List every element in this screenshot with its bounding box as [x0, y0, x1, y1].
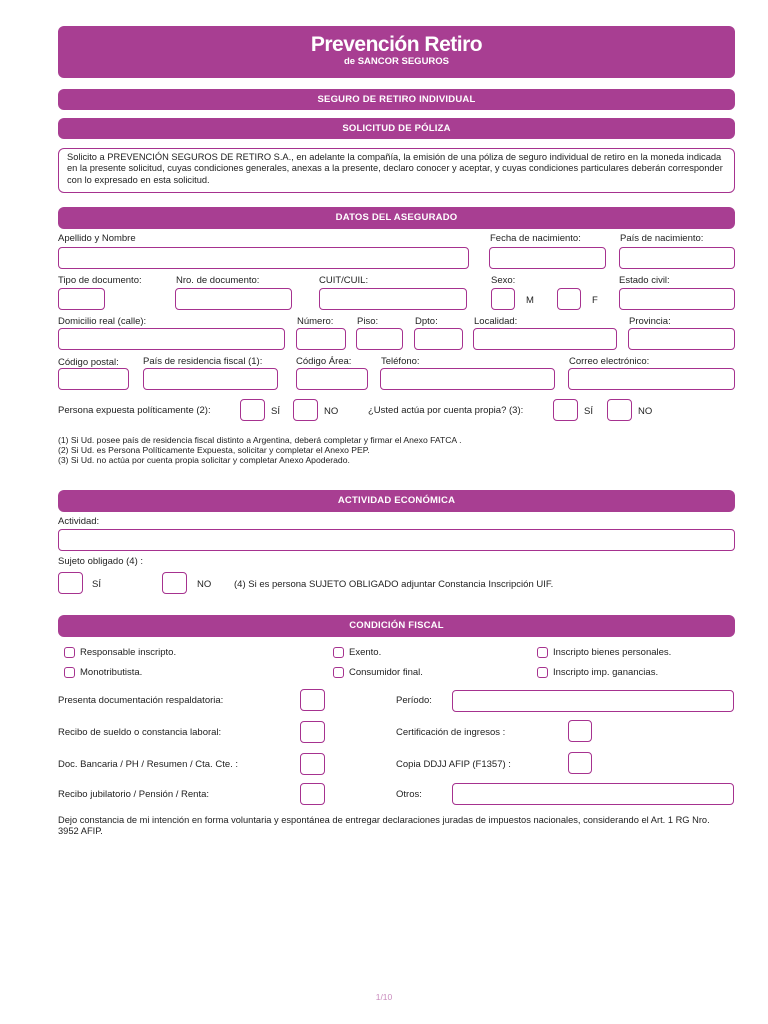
constancia-text: Dejo constancia de mi intención en forma voluntaria y espontánea de entregar declaraciones juradas de impuestos nacionales, considerando el Art. 1 RG Nro. 3952 AFIP.	[58, 815, 710, 837]
cp-input[interactable]	[58, 368, 129, 390]
intro-text: Solicito a PREVENCIÓN SEGUROS DE RETIRO S.A., en adelante la compañía, la emisión de una póliza de seguro individual de retiro en la moneda indicada en la presente solicitud, cuyas condiciones generales, anexas a la presente, declaro conocer y aceptar, y cuyas condiciones particulares deberán corresponder con lo expresado en esta solicitud.	[67, 152, 723, 185]
page-number: 1/10	[375, 992, 393, 1002]
label-sujeto: Sujeto obligado (4) :	[58, 556, 144, 567]
label-localidad: Localidad:	[474, 316, 518, 327]
telefono-input[interactable]	[380, 368, 555, 390]
doc-bancaria-checkbox[interactable]	[300, 753, 325, 775]
correo-input[interactable]	[568, 368, 735, 390]
banner-actividad: ACTIVIDAD ECONÓMICA	[58, 490, 735, 512]
brand-logo	[58, 33, 735, 68]
label-periodo: Período:	[396, 695, 432, 706]
pais-res-input[interactable]	[143, 368, 278, 390]
label-pep-si: SÍ	[271, 406, 280, 417]
consumidor-final-checkbox[interactable]	[333, 667, 344, 678]
bienes-personales-checkbox[interactable]	[537, 647, 548, 658]
pais-nac-input[interactable]	[619, 247, 735, 269]
footnote-2: (2) Si Ud. es Persona Políticamente Expuesta, solicitar y completar el Anexo PEP.	[58, 445, 370, 455]
provincia-input[interactable]	[628, 328, 735, 350]
nro-doc-input[interactable]	[175, 288, 292, 310]
fecha-nac-input[interactable]	[489, 247, 606, 269]
actividad-input[interactable]	[58, 529, 735, 551]
label-imp-ganancias: Inscripto imp. ganancias.	[553, 667, 659, 678]
apellido-input[interactable]	[58, 247, 469, 269]
label-monotributista: Monotributista.	[80, 667, 143, 678]
cuenta-propia-si-checkbox[interactable]	[553, 399, 578, 421]
label-cert-ingresos: Certificación de ingresos :	[396, 727, 506, 738]
numero-input[interactable]	[296, 328, 346, 350]
label-pais-nac: País de nacimiento:	[620, 233, 704, 244]
label-pep-no: NO	[324, 406, 339, 417]
label-recibo-jub: Recibo jubilatorio / Pensión / Renta:	[58, 789, 210, 800]
label-estado-civil: Estado civil:	[619, 275, 670, 286]
label-bienes-personales: Inscripto bienes personales.	[553, 647, 672, 658]
footnote-1: (1) Si Ud. posee país de residencia fiscal distinto a Argentina, deberá completar y firmar el Anexo FATCA .	[58, 435, 462, 445]
cuit-input[interactable]	[319, 288, 467, 310]
sexo-f-checkbox[interactable]	[557, 288, 581, 310]
monotributista-checkbox[interactable]	[64, 667, 75, 678]
label-apellido: Apellido y Nombre	[58, 233, 136, 244]
label-dpto: Dpto:	[415, 316, 438, 327]
label-sexo-m: M	[526, 295, 534, 306]
localidad-input[interactable]	[473, 328, 617, 350]
pep-no-checkbox[interactable]	[293, 399, 318, 421]
piso-input[interactable]	[356, 328, 403, 350]
banner-fiscal: CONDICIÓN FISCAL	[58, 615, 735, 637]
estado-civil-input[interactable]	[619, 288, 735, 310]
cert-ingresos-checkbox[interactable]	[568, 720, 592, 742]
banner-solicitud: SOLICITUD DE PÓLIZA	[58, 118, 735, 139]
label-actividad: Actividad:	[58, 516, 100, 527]
label-pais-res: País de residencia fiscal (1):	[143, 356, 263, 367]
otros-input[interactable]	[452, 783, 734, 805]
label-correo: Correo electrónico:	[569, 356, 650, 367]
copia-ddjj-checkbox[interactable]	[568, 752, 592, 774]
label-presenta: Presenta documentación respaldatoria:	[58, 695, 224, 706]
sujeto-si-checkbox[interactable]	[58, 572, 83, 594]
sexo-m-checkbox[interactable]	[491, 288, 515, 310]
sujeto-note: (4) Si es persona SUJETO OBLIGADO adjuntar Constancia Inscripción UIF.	[234, 579, 554, 590]
recibo-sueldo-checkbox[interactable]	[300, 721, 325, 743]
exento-checkbox[interactable]	[333, 647, 344, 658]
brand-sub: de SANCOR SEGUROS	[343, 56, 450, 67]
dpto-input[interactable]	[414, 328, 463, 350]
label-sexo-f: F	[592, 295, 598, 306]
label-sexo: Sexo:	[491, 275, 516, 286]
label-sujeto-si: SÍ	[92, 579, 101, 590]
label-pep: Persona expuesta políticamente (2):	[58, 405, 211, 416]
pep-si-checkbox[interactable]	[240, 399, 265, 421]
cuenta-propia-no-checkbox[interactable]	[607, 399, 632, 421]
label-recibo-sueldo: Recibo de sueldo o constancia laboral:	[58, 727, 222, 738]
responsable-inscripto-checkbox[interactable]	[64, 647, 75, 658]
label-nro-doc: Nro. de documento:	[176, 275, 260, 286]
label-exento: Exento.	[349, 647, 382, 658]
sujeto-no-checkbox[interactable]	[162, 572, 187, 594]
label-cuenta-propia: ¿Usted actúa por cuenta propia? (3):	[368, 405, 524, 416]
label-piso: Piso:	[357, 316, 379, 327]
label-provincia: Provincia:	[629, 316, 671, 327]
label-cuit: CUIT/CUIL:	[319, 275, 369, 286]
label-responsable-inscripto: Responsable inscripto.	[80, 647, 177, 658]
presenta-checkbox[interactable]	[300, 689, 325, 711]
label-cp: Código postal:	[58, 357, 119, 368]
label-sujeto-no: NO	[197, 579, 212, 590]
label-domicilio: Domicilio real (calle):	[58, 316, 147, 327]
label-numero: Número:	[297, 316, 334, 327]
banner-datos: DATOS DEL ASEGURADO	[58, 207, 735, 229]
periodo-input[interactable]	[452, 690, 734, 712]
banner-seguro: SEGURO DE RETIRO INDIVIDUAL	[58, 89, 735, 110]
label-doc-bancaria: Doc. Bancaria / PH / Resumen / Cta. Cte. :	[58, 759, 239, 770]
imp-ganancias-checkbox[interactable]	[537, 667, 548, 678]
label-otros: Otros:	[396, 789, 422, 800]
tipo-doc-input[interactable]	[58, 288, 105, 310]
label-consumidor-final: Consumidor final.	[349, 667, 423, 678]
label-cuenta-propia-si: SÍ	[584, 406, 593, 417]
footnote-3: (3) Si Ud. no actúa por cuenta propia solicitar y completar Anexo Apoderado.	[58, 455, 350, 465]
brand-name: Prevención Retiro	[310, 33, 483, 56]
recibo-jub-checkbox[interactable]	[300, 783, 325, 805]
domicilio-input[interactable]	[58, 328, 285, 350]
label-tipo-doc: Tipo de documento:	[58, 275, 142, 286]
label-fecha-nac: Fecha de nacimiento:	[490, 233, 581, 244]
label-cod-area: Código Área:	[296, 356, 352, 367]
cod-area-input[interactable]	[296, 368, 368, 390]
label-copia-ddjj: Copia DDJJ AFIP (F1357) :	[396, 759, 511, 770]
label-cuenta-propia-no: NO	[638, 406, 653, 417]
label-telefono: Teléfono:	[381, 356, 420, 367]
